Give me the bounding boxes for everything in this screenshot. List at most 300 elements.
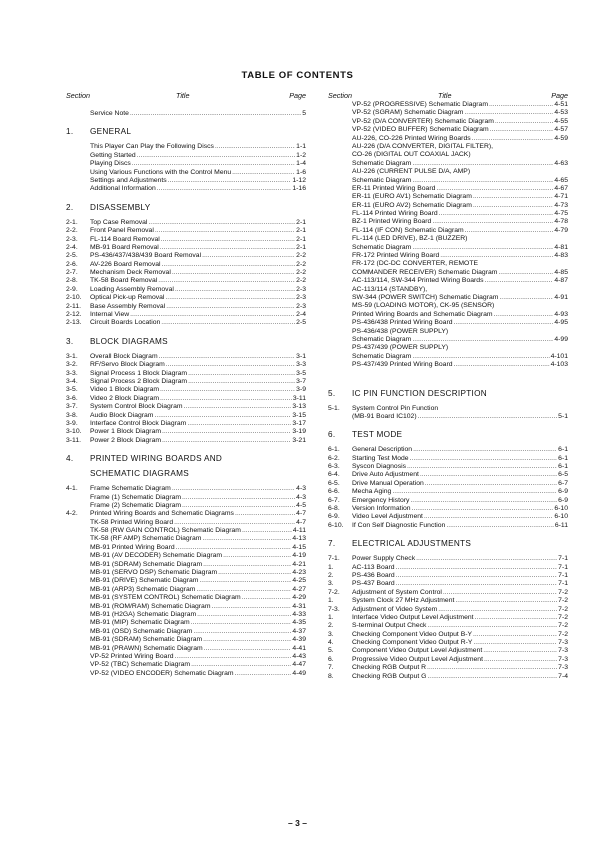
dot-leader: [473, 193, 554, 201]
entry-page: 7-3: [558, 664, 568, 672]
toc-entry: [66, 485, 306, 493]
entry-title: This Player Can Play the Following Discs: [90, 143, 214, 151]
entry-number: 2-2.: [66, 227, 78, 235]
toc-entry: [66, 319, 306, 327]
dot-leader: [166, 361, 295, 369]
entry-page: 4-67: [554, 184, 568, 192]
entry-page: 4-103: [550, 361, 568, 369]
entry-title: (MB-91 Board IC102): [352, 412, 417, 420]
entry-page: 4-101: [550, 352, 568, 360]
dot-leader: [157, 185, 292, 193]
entry-title: MB-91 (MIP) Schematic Diagram: [90, 619, 190, 627]
entry-title: Starting Test Mode: [352, 454, 409, 462]
column-header: [66, 92, 306, 104]
dot-leader: [242, 594, 292, 602]
entry-page: 3-9: [296, 386, 306, 394]
dot-leader: [396, 572, 557, 580]
entry-number: 3-11.: [66, 436, 81, 444]
entry-page: 4-78: [554, 218, 568, 226]
entry-number: 2-12.: [66, 311, 82, 319]
dot-leader: [187, 420, 291, 428]
entry-page: 2-4: [296, 311, 306, 319]
dot-leader: [165, 294, 295, 302]
spacer: [328, 370, 568, 380]
dot-leader: [472, 135, 554, 143]
toc-entry: [66, 303, 306, 311]
header-section: Section: [328, 91, 352, 100]
entry-page: 4-79: [554, 226, 568, 234]
section-heading: [328, 390, 568, 400]
entry-page: 3-15: [292, 411, 306, 419]
toc-entry: [66, 628, 306, 636]
entry-title: FR-172 Printed Wiring Board: [352, 252, 440, 260]
entry-page: 4-13: [292, 535, 306, 543]
toc-entry: [66, 261, 306, 269]
toc-entry: [66, 645, 306, 653]
toc-entry: [66, 636, 306, 644]
entry-page: 1-12: [292, 176, 306, 184]
section-heading: [66, 338, 306, 348]
dot-leader: [188, 378, 295, 386]
entry-number: 4-2.: [66, 510, 78, 518]
entry-title: System Clock 27 MHz Adjustment: [352, 597, 455, 605]
dot-leader: [412, 160, 553, 168]
toc-entry: [328, 664, 568, 672]
dot-leader: [193, 628, 291, 636]
entry-title: TK-58 (RW GAIN CONTROL) Schematic Diagram: [90, 527, 241, 535]
entry-title: Playing Discs: [90, 160, 131, 168]
toc-entry: [328, 227, 568, 235]
dot-leader: [490, 126, 554, 134]
section-heading: [66, 455, 306, 465]
entry-page: 7-4: [558, 672, 568, 680]
toc-entry: [66, 586, 306, 594]
dot-leader: [424, 513, 553, 521]
toc-entry: [66, 236, 306, 244]
entry-number: 5.: [328, 647, 334, 655]
entry-title: AC-113 Board: [352, 563, 395, 571]
entry-number: 5.: [328, 388, 336, 398]
dot-leader: [160, 244, 295, 252]
entry-title: PRINTED WIRING BOARDS AND: [90, 454, 223, 464]
toc-entry: [66, 294, 306, 302]
section-heading: [66, 470, 306, 480]
section-heading: [328, 540, 568, 550]
toc-entry: [328, 361, 568, 369]
entry-number: 6-7.: [328, 496, 340, 504]
dot-leader: [191, 661, 291, 669]
entry-page: 4-65: [554, 176, 568, 184]
entry-number: 6-5.: [328, 479, 340, 487]
toc-entry: [66, 670, 306, 678]
dot-leader: [473, 631, 557, 639]
entry-number: 2.: [328, 622, 334, 630]
dot-leader: [396, 564, 558, 572]
entry-title: Adjustment of System Control: [352, 588, 442, 596]
entry-title: PS-437/439 Printed Wiring Board: [352, 361, 453, 369]
spacer: [328, 380, 568, 390]
dot-leader: [204, 645, 292, 653]
entry-number: 3.: [328, 580, 334, 588]
header-title: Title: [438, 91, 452, 100]
toc-left-column: [66, 92, 306, 678]
entry-page: 4-35: [292, 619, 306, 627]
toc-entry: [328, 260, 568, 268]
entry-title: Progressive Video Output Level Adjustment: [352, 655, 483, 663]
dot-leader: [172, 269, 295, 277]
entry-page: 4-51: [554, 101, 568, 108]
entry-title: Mecha Aging: [352, 488, 392, 496]
entry-page: 4-85: [554, 268, 568, 276]
entry-number: 6.: [328, 655, 334, 663]
entry-number: 3-7.: [66, 403, 78, 411]
entry-title: VP-52 (SGRAM) Schematic Diagram: [352, 109, 464, 117]
toc-entry: [328, 109, 568, 117]
entry-number: 1.: [328, 597, 334, 605]
toc-entry: [328, 168, 568, 176]
entry-number: 2-13.: [66, 319, 82, 327]
entry-page: 7-2: [558, 622, 568, 630]
page-number: – 3 –: [288, 818, 307, 828]
entry-page: 4-11: [292, 527, 306, 535]
section-heading: [66, 128, 306, 138]
entry-number: 3-8.: [66, 411, 78, 419]
entry-page: 4-73: [554, 201, 568, 209]
entry-number: 1.: [328, 613, 334, 621]
entry-title: Checking Component Video Output R-Y: [352, 639, 473, 647]
entry-page: 6-9: [558, 488, 568, 496]
dot-leader: [416, 555, 557, 563]
toc-entry: [328, 446, 568, 454]
entry-number: 2-1.: [66, 218, 78, 226]
entry-page: 4-15: [292, 543, 306, 551]
toc-entry: [66, 403, 306, 411]
entry-title: AU-226 (CURRENT PULSE D/A, AMP): [352, 168, 471, 176]
entry-page: 4-81: [554, 243, 568, 251]
entry-page: 1-4: [296, 160, 306, 168]
entry-number: 7-3.: [328, 605, 340, 613]
toc-entry: [66, 594, 306, 602]
entry-page: 4-71: [554, 193, 568, 201]
toc-entry: [66, 535, 306, 543]
entry-page: 6-1: [558, 454, 568, 462]
entry-page: 2-2: [296, 260, 306, 268]
dot-leader: [484, 277, 553, 285]
entry-page: 7-3: [558, 655, 568, 663]
toc-entry: [328, 413, 568, 421]
entry-title: COMMANDER RECEIVER) Schematic Diagram: [352, 268, 498, 276]
entry-title: Power Supply Check: [352, 555, 416, 563]
entry-title: SW-344 (POWER SWITCH) Schematic Diagram: [352, 293, 499, 301]
entry-page: 4-87: [554, 277, 568, 285]
entry-page: 7-1: [558, 555, 568, 563]
dot-leader: [148, 219, 295, 227]
dot-leader: [154, 412, 291, 420]
dot-leader: [412, 336, 553, 344]
entry-page: 4-75: [554, 210, 568, 218]
toc-entry: [66, 577, 306, 585]
entry-title: Interface Control Block Diagram: [90, 419, 187, 427]
header-section: Section: [66, 91, 90, 100]
dot-leader: [454, 361, 550, 369]
dot-leader: [412, 177, 553, 185]
entry-page: 7-2: [558, 630, 568, 638]
dot-leader: [412, 353, 549, 361]
entry-page: 4-39: [292, 636, 306, 644]
entry-page: 4-31: [292, 602, 306, 610]
entry-page: 7-3: [558, 639, 568, 647]
entry-page: 4-49: [292, 669, 306, 677]
toc-entry: [328, 463, 568, 471]
toc-entry: [328, 193, 568, 201]
toc-entry: [328, 302, 568, 310]
toc-entry: [66, 353, 306, 361]
dot-leader: [446, 522, 554, 530]
entry-page: 4-57: [554, 126, 568, 134]
entry-number: 7.: [328, 539, 336, 549]
entry-number: 3-5.: [66, 386, 78, 394]
entry-page: 7-2: [558, 588, 568, 596]
dot-leader: [162, 437, 291, 445]
dot-leader: [235, 510, 295, 518]
entry-title: MS-59 (LOADING MOTOR), CK-95 (SENSOR): [352, 302, 495, 310]
entry-page: 1-1: [296, 143, 306, 151]
dot-leader: [161, 236, 295, 244]
entry-title: Internal View: [90, 311, 130, 319]
entry-page: 4-5: [296, 501, 306, 509]
toc-entry: [66, 510, 306, 518]
entry-title: S-terminal Output Check: [352, 622, 427, 630]
entry-title: Schematic Diagram: [352, 176, 412, 184]
toc-entry: [66, 286, 306, 294]
dot-leader: [223, 552, 291, 560]
dot-leader: [166, 303, 295, 311]
entry-title: FR-172 (DC-DC CONVERTER, REMOTE: [352, 260, 479, 268]
entry-title: MB-91 (SYSTEM CONTROL) Schematic Diagram: [90, 594, 241, 602]
entry-page: 2-1: [296, 235, 306, 243]
entry-number: 2-4.: [66, 243, 78, 251]
entry-title: Syscon Diagnosis: [352, 463, 407, 471]
entry-page: 3-19: [292, 428, 306, 436]
dot-leader: [443, 589, 557, 597]
entry-title: Printed Wiring Boards and Schematic Diagram: [352, 310, 493, 318]
entry-title: AC-113/114, SW-344 Printed Wiring Boards: [352, 277, 484, 285]
dot-leader: [494, 311, 554, 319]
entry-page: 4-55: [554, 117, 568, 125]
entry-page: 5: [302, 110, 306, 117]
entry-number: 3.: [66, 336, 74, 346]
entry-title: Power 2 Block Diagram: [90, 436, 162, 444]
dot-leader: [418, 413, 558, 421]
entry-title: Video Level Adjustment: [352, 513, 423, 521]
entry-page: 4-93: [554, 310, 568, 318]
entry-page: 5-1: [558, 412, 568, 420]
entry-page: 2-1: [296, 218, 306, 226]
entry-title: BLOCK DIAGRAMS: [90, 336, 168, 346]
entry-title: Drive Manual Operation: [352, 479, 424, 487]
toc-entry: [328, 564, 568, 572]
toc-entry: [328, 244, 568, 252]
entry-title: FL-114 Board Removal: [90, 235, 160, 243]
dot-leader: [427, 673, 557, 681]
entry-title: Optical Pick-up Removal: [90, 294, 165, 302]
toc-entry: [328, 606, 568, 614]
entry-page: 6-9: [558, 496, 568, 504]
entry-title: TK-58 Board Removal: [90, 277, 158, 285]
entry-number: 2-9.: [66, 285, 78, 293]
entry-title: MB-91 Board Removal: [90, 243, 159, 251]
entry-page: 2-2: [296, 277, 306, 285]
dot-leader: [498, 269, 553, 277]
dot-leader: [412, 505, 554, 513]
toc-entry: [328, 126, 568, 134]
entry-title: Frame (1) Schematic Diagram: [90, 493, 182, 501]
dot-leader: [160, 386, 295, 394]
entry-title: RF/Servo Block Diagram: [90, 361, 165, 369]
entry-title: Video 2 Block Diagram: [90, 394, 160, 402]
toc-entry: [328, 647, 568, 655]
dot-leader: [495, 118, 553, 126]
entry-number: 3.: [328, 630, 334, 638]
toc-entry: [328, 143, 568, 151]
entry-number: 3-10.: [66, 428, 82, 436]
entry-page: 4-37: [292, 627, 306, 635]
dot-leader: [162, 261, 296, 269]
toc-entry: [328, 673, 568, 681]
dot-leader: [203, 636, 291, 644]
entry-title: GENERAL: [90, 127, 132, 137]
entry-title: Frame (2) Schematic Diagram: [90, 501, 182, 509]
entry-title: Checking RGB Output R: [352, 664, 427, 672]
entry-title: AV-226 Board Removal: [90, 260, 161, 268]
toc-entry: [66, 361, 306, 369]
dot-leader: [432, 218, 553, 226]
entry-page: 4-47: [292, 661, 306, 669]
entry-title: FL-114 Printed Wiring Board: [352, 210, 438, 218]
entry-page: 4-25: [292, 577, 306, 585]
entry-title: Video 1 Block Diagram: [90, 386, 160, 394]
dot-leader: [473, 639, 557, 647]
dot-leader: [188, 370, 295, 378]
toc-entry: [328, 631, 568, 639]
toc-entry: [66, 252, 306, 260]
entry-title: PS-436/438 Printed Wiring Board: [352, 319, 453, 327]
entry-number: 3-9.: [66, 419, 78, 427]
toc-entry: [328, 286, 568, 294]
entry-page: 4-23: [292, 569, 306, 577]
toc-entry: [328, 353, 568, 361]
entry-title: MB-91 (H2GA) Schematic Diagram: [90, 610, 197, 618]
entry-number: 4-1.: [66, 485, 78, 493]
entry-page: 6-10: [554, 505, 568, 513]
toc-entry: [328, 202, 568, 210]
entry-page: 4-27: [292, 585, 306, 593]
dot-leader: [174, 519, 295, 527]
entry-page: 3-3: [296, 361, 306, 369]
entry-page: 4-43: [292, 652, 306, 660]
entry-title: Settings and Adjustments: [90, 176, 167, 184]
entry-page: 2-2: [296, 252, 306, 260]
entry-title: ER-11 Printed Wiring Board: [352, 184, 436, 192]
toc-entry: [328, 294, 568, 302]
toc-entry: [66, 269, 306, 277]
dot-leader: [162, 428, 291, 436]
entry-page: 4-99: [554, 335, 568, 343]
entry-number: 2.: [328, 571, 334, 579]
entry-title: MB-91 (PRAWN) Schematic Diagram: [90, 644, 203, 652]
toc-entry: [66, 561, 306, 569]
toc-entry: [328, 471, 568, 479]
entry-page: 4-63: [554, 159, 568, 167]
entry-title: MB-91 (DRIVE) Schematic Diagram: [90, 577, 199, 585]
entry-page: 3-13: [292, 403, 306, 411]
entry-title: SCHEMATIC DIAGRAMS: [90, 469, 189, 479]
header-page: Page: [289, 91, 306, 100]
toc-entry: [66, 428, 306, 436]
dot-leader: [132, 160, 295, 168]
entry-title: VP-52 (D/A CONVERTER) Schematic Diagram: [352, 117, 494, 125]
toc-entry: [66, 437, 306, 445]
entry-title: TK-58 (RF AMP) Schematic Diagram: [90, 535, 202, 543]
toc-entry: [66, 619, 306, 627]
toc-entry: [66, 502, 306, 510]
toc-entry: [66, 219, 306, 227]
dot-leader: [464, 109, 553, 117]
toc-entry: [66, 661, 306, 669]
entry-page: 2-2: [296, 269, 306, 277]
entry-number: 6-10.: [328, 521, 344, 529]
entry-page: 2-3: [296, 302, 306, 310]
toc-entry: [66, 110, 306, 118]
entry-title: Version Information: [352, 505, 411, 513]
entry-page: 6-7: [558, 479, 568, 487]
dot-leader: [235, 670, 292, 678]
entry-page: 3-21: [292, 436, 306, 444]
entry-title: BZ-1 Printed Wiring Board: [352, 218, 432, 226]
toc-entry: [66, 370, 306, 378]
dot-leader: [475, 614, 558, 622]
entry-page: 4-59: [554, 134, 568, 142]
dot-leader: [203, 561, 291, 569]
entry-title: Getting Started: [90, 151, 136, 159]
entry-title: General Description: [352, 446, 413, 454]
entry-title: Checking RGB Output G: [352, 672, 427, 680]
entry-title: PS-436/437/438/439 Board Removal: [90, 252, 202, 260]
toc-entry: [66, 277, 306, 285]
entry-number: 6-6.: [328, 488, 340, 496]
entry-number: 2-6.: [66, 260, 78, 268]
dot-leader: [396, 580, 557, 588]
entry-number: 2-8.: [66, 277, 78, 285]
dot-leader: [465, 227, 554, 235]
dot-leader: [176, 544, 292, 552]
toc-entry: [66, 169, 306, 177]
toc-entry: [328, 597, 568, 605]
entry-title: Checking Component Video Output B-Y: [352, 630, 473, 638]
entry-page: 4-3: [296, 493, 306, 501]
header-title: Title: [176, 91, 190, 100]
dot-leader: [155, 227, 295, 235]
entry-page: 4-95: [554, 319, 568, 327]
dot-leader: [412, 244, 553, 252]
dot-leader: [211, 603, 291, 611]
entry-page: 6-5: [558, 471, 568, 479]
dot-leader: [196, 586, 291, 594]
entry-title: Schematic Diagram: [352, 243, 412, 251]
entry-title: Overall Block Diagram: [90, 352, 158, 360]
dot-leader: [232, 169, 295, 177]
dot-leader: [160, 395, 292, 403]
